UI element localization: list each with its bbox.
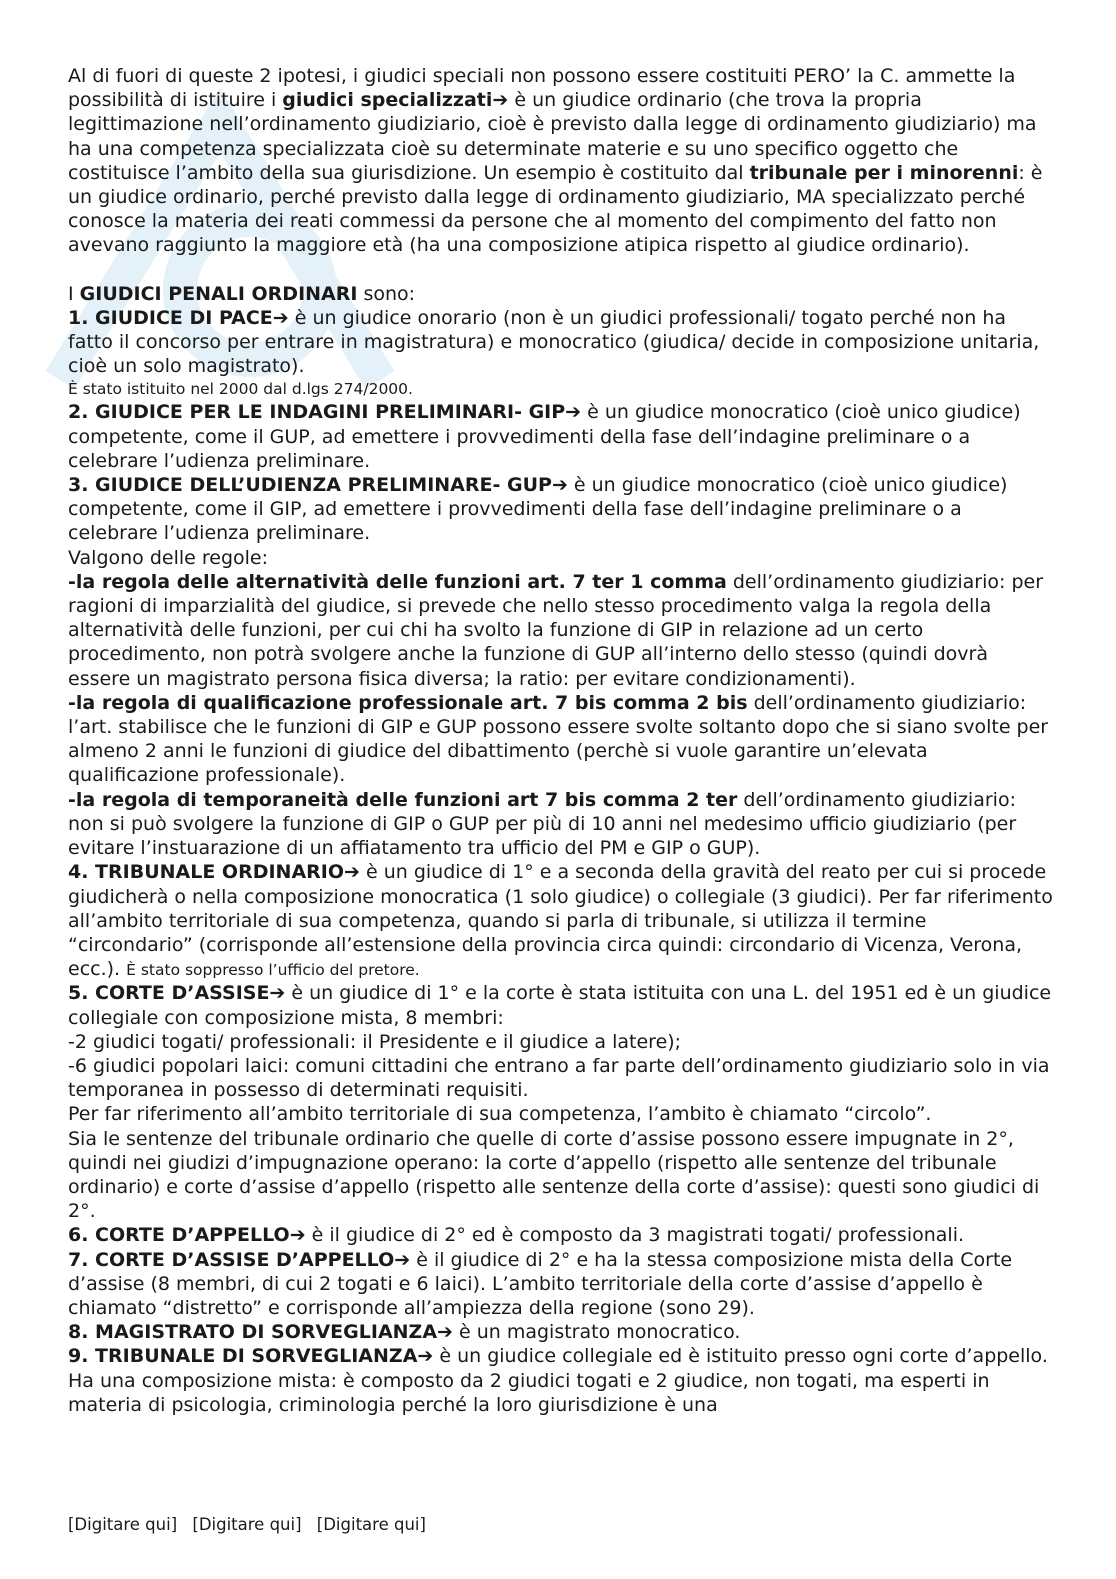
item-corte-appello: 6. CORTE D’APPELLO➔ è il giudice di 2° ed è composto da 3 magistrati togati/ professionali. [68,1224,965,1247]
assise-line-1: -2 giudici togati/ professionali: il Presidente e il giudice a latere); [68,1030,682,1053]
arrow-icon: ➔ [289,1224,306,1247]
arrow-icon: ➔ [394,1248,411,1271]
rule-alternativita: -la regola delle alternatività delle funzioni art. 7 ter 1 comma dell’ordinamento giudiziario: per ragioni di imparzialità del giudice, si prevede che nello stesso procedimento valga la regola della alternatività delle funzioni, per cui chi ha svolto la funzione di GIP in relazione ad un certo procedimento, non potrà svolgere anche la funzione di GUP all’interno dello stesso (quindi dovrà essere un magistrato persona fisica diversa; la ratio: per evitare condizionamenti). [68,570,1044,690]
arrow-icon: ➔ [437,1321,453,1344]
item-giudice-di-pace: 1. GIUDICE DI PACE➔ è un giudice onorario (non è un giudici professionali/ togato perché non ha fatto il concorso per entrare in magistratura) e monocratico (giudica/ decide in composizione unitaria, cioè un solo magistrato). [68,306,1040,378]
arrow-icon: ➔ [551,474,568,497]
arrow-icon: ➔ [417,1345,434,1368]
term-giudici-specializzati: giudici specializzati [282,89,493,112]
arrow-icon: ➔ [344,861,360,884]
arrow-icon: ➔ [492,89,509,112]
item-tribunale-ordinario: 4. TRIBUNALE ORDINARIO➔ è un giudice di 1° e a seconda della gravità del reato per cui si procede giudicherà o nella composizione monocratica (1 solo giudice) o collegiale (3 giudici). Per far riferimento all’ambito territoriale di sua competenza, quando si parla di tribunale, si utilizza il termine “circondario” (corrisponde all’estensione della provincia circa quindi: circondario di Vicenza, Verona, ecc.). È stato soppresso l’ufficio del pretore. [68,861,1053,981]
document-page [68,64,1053,1417]
rule-qualificazione: -la regola di qualificazione professionale art. 7 bis comma 2 bis dell’ordinamento giudiziario: l’art. stabilisce che le funzioni di GIP e GUP possono essere svolte soltanto dopo che si siano svolte per almeno 2 anni le funzioni di giudice del dibattimento (perchè si vuole garantire un’elevata qualificazione professionale). [68,691,1049,787]
arrow-icon: ➔ [269,982,286,1005]
footer-placeholder-1[interactable]: [Digitare qui] [68,1515,178,1534]
assise-line-3: Per far riferimento all’ambito territoriale di sua competenza, l’ambito è chiamato “circolo”. [68,1103,932,1126]
arrow-icon: ➔ [272,306,289,329]
item-corte-assise-appello: 7. CORTE D’ASSISE D’APPELLO➔ è il giudice di 2° e ha la stessa composizione mista della Corte d’assise (8 membri, di cui 2 togati e 6 laici). L’ambito territoriale della corte d’assise d’appello è chiamato “distretto” e corrisponde all’ampiezza della regione (sono 29). [68,1248,1013,1319]
item-tribunale-sorveglianza: 9. TRIBUNALE DI SORVEGLIANZA➔ è un giudice collegiale ed è istituito presso ogni corte d’appello. Ha una composizione mista: è composto da 2 giudici togati e 2 giudice, non togati, ma esperti in materia di psicologia, criminologia perché la loro giurisdizione è una [68,1345,1048,1416]
assise-line-2: -6 giudici popolari laici: comuni cittadini che entrano a far parte dell’ordinamento giudiziario solo in via temporanea in possesso di determinati requisiti. [68,1054,1050,1102]
intro-paragraph: Al di fuori di queste 2 ipotesi, i giudici speciali non possono essere costituiti PERO’ la C. ammette la possibilità di istituire i giudici specializzati➔ è un giudice ordinario (che trova la propria legittimazione nell’ordinamento giudiziario, cioè è previsto dalla legge di ordinamento giudiziario) ma ha una competenza specializzata cioè su determinate materie e su uno specifico oggetto che costituisce l’ambito della sua giurisdizione. Un esempio è costituito dal tribunale per i minorenni: è un giudice ordinario, perché previsto dalla legge di ordinamento giudiziario, MA specializzato perché conosce la materia dei reati commessi da persone che al momento del compimento del fatto non avevano raggiunto la maggiore età (ha una composizione atipica rispetto al giudice ordinario). [68,65,1043,257]
item-magistrato-sorveglianza: 8. MAGISTRATO DI SORVEGLIANZA➔ è un magistrato monocratico. [68,1321,741,1344]
term-tribunale-minorenni: tribunale per i minorenni [749,161,1019,184]
item-gip: 2. GIUDICE PER LE INDAGINI PRELIMINARI- GIP➔ è un giudice monocratico (cioè unico giudice) competente, come il GUP, ad emettere i provvedimenti della fase dell’indagine preliminare o a celebrare l’udienza preliminare. [68,401,1021,472]
valgono-line: Valgono delle regole: [68,546,269,569]
arrow-icon: ➔ [565,401,582,424]
footer-placeholder-2[interactable]: [Digitare qui] [192,1515,302,1534]
rule-temporaneita: -la regola di temporaneità delle funzioni art 7 bis comma 2 ter dell’ordinamento giudiziario: non si può svolgere la funzione di GIP o GUP per più di 10 anni nel medesimo ufficio giudiziario (per evitare l’instuarazione di un affiatamento tra ufficio del PM e GIP o GUP). [68,788,1017,860]
footer-placeholder-3[interactable]: [Digitare qui] [316,1515,426,1534]
item-corte-assise: 5. CORTE D’ASSISE➔ è un giudice di 1° e la corte è stata istituita con una L. del 1951 ed è un giudice collegiale con composizione mista, 8 membri: [68,982,1052,1029]
ordinari-heading: I GIUDICI PENALI ORDINARI sono: [68,282,416,305]
page-footer [68,1514,436,1536]
note-giudice-di-pace: È stato istituito nel 2000 dal d.lgs 274/2000. [68,380,413,399]
assise-line-4: Sia le sentenze del tribunale ordinario che quelle di corte d’assise possono essere impugnate in 2°, quindi nei giudizi d’impugnazione operano: la corte d’appello (rispetto alle sentenze del tribunale ordinario) e corte d’assise d’appello (rispetto alle sentenze della corte d’assise): questi sono giudici di 2°. [68,1127,1040,1223]
item-gup: 3. GIUDICE DELL’UDIENZA PRELIMINARE- GUP➔ è un giudice monocratico (cioè unico giudice) competente, come il GIP, ad emettere i provvedimenti della fase dell’indagine preliminare o a celebrare l’udienza preliminare. [68,474,1008,545]
